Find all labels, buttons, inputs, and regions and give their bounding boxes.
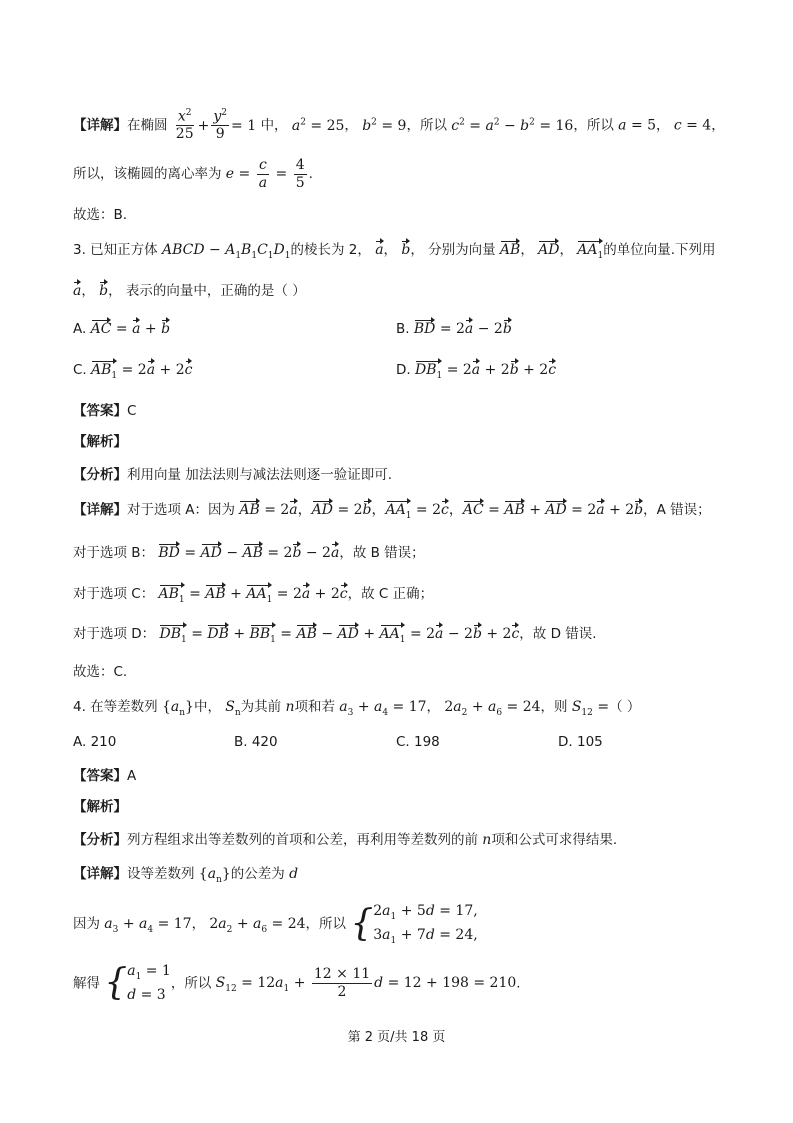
- q3-conclusion: 故选：C.: [73, 664, 128, 680]
- q3-option-b: B. BD = 2a − 2b: [396, 321, 512, 337]
- q3-option-d: D. $DB_1 = 2a + 2b + 2c$: [396, 362, 557, 381]
- q4-option-a: A. 210: [73, 734, 117, 750]
- prev-answer: 故选：B.: [73, 207, 128, 223]
- q3-analysis-label: 【解析】: [73, 434, 127, 450]
- q4-detail-line2: 因为 $a_3 + a_4 = 17$， $2a_2 + a_6 = 24$，所以 { $2a_1 + 5d = 17$, $3a_1 + 7d = 24$,: [73, 900, 478, 948]
- detail-label: 【详解】: [73, 117, 127, 134]
- q3-stem-line2: a， b， 表示的向量中，正确的是（ ）: [73, 283, 306, 299]
- q4-detail-line3: 解得 { $a_1 = 1$ d = 3 ，所以 $S_{12} = 12a_1$ + $\frac{12 \times 11}{2}$ d = 12 + 198 = 210.: [73, 960, 521, 1007]
- prev-detail-line: 【详解】在椭圆 $\frac{x^2}{25}$ + $\frac{y^2}{9}$ = 1 中， $a^2 = 25$， $b^2 = 9$，所以 $c^2 = a^2 - b^2 = 16$，所以 a = 5， c = 4，: [73, 108, 725, 143]
- q4-answer: 【答案】A: [73, 768, 137, 784]
- q3-detail-b: 对于选项 B： BD = AD − AB = 2b − 2a，故 B 错误；: [73, 545, 425, 561]
- q4-stem: 4. 在等差数列 $\{a_n\}$中， $S_n$为其前 n项和若 $a_3 + a_4 = 17$， $2a_2 + a_6 = 24$，则 $S_{12}$ =（ ）: [73, 699, 641, 718]
- page-footer: 第 2 页/共 18 页: [347, 1030, 446, 1045]
- q4-fenxi: 【分析】列方程组求出等差数列的首项和公差，再利用等差数列的前 n项和公式可求得结果.: [73, 832, 618, 848]
- prev-eccentricity-line: 所以，该椭圆的离心率为 e = $\frac{c}{a}$ = $\frac{4}{5}$ .: [73, 157, 313, 191]
- q4-option-d: D. 105: [558, 734, 603, 750]
- equation-solution: { $a_1 = 1$ d = 3: [104, 962, 171, 1004]
- q3-answer: 【答案】C: [73, 403, 137, 419]
- q4-option-b: B. 420: [234, 734, 278, 750]
- q3-detail-d: 对于选项 D： $DB_1$ = DB + $BB_1$ = AB − AD + $AA_1 = 2a - 2b + 2c$，故 D 错误.: [73, 626, 597, 645]
- q4-option-c: C. 198: [396, 734, 440, 750]
- q4-detail-line1: 【详解】设等差数列 $\{a_n\}$的公差为 d: [73, 866, 299, 885]
- q4-analysis-label: 【解析】: [73, 799, 127, 815]
- q3-option-c: C. $AB_1 = 2a + 2c$: [73, 362, 193, 381]
- equation-system-1: { $2a_1 + 5d = 17$, $3a_1 + 7d = 24$,: [350, 903, 478, 946]
- q3-detail-c: 对于选项 C： $AB_1$ = AB + $AA_1 = 2a + 2c$，故 C 正确；: [73, 586, 434, 605]
- q3-detail-a: 【详解】对于选项 A：因为 AB = 2a，AD = 2b，$AA_1 = 2c$，AC = AB + AD = 2a + 2b，A 错误；: [73, 502, 711, 521]
- q3-fenxi: 【分析】利用向量 加法法则与减法法则逐一验证即可.: [73, 467, 393, 483]
- q3-option-a: A. AC = a + b: [73, 321, 171, 337]
- q3-stem-line1: 3. 已知正方体 ABCD − $A_1B_1C_1D_1$的棱长为 2， a， b， 分别为向量 AB， AD， $AA_1$的单位向量.下列用: [73, 242, 716, 261]
- ellipse-equation: $\frac{x^2}{25}$ + $\frac{y^2}{9}$ = 1: [175, 108, 257, 143]
